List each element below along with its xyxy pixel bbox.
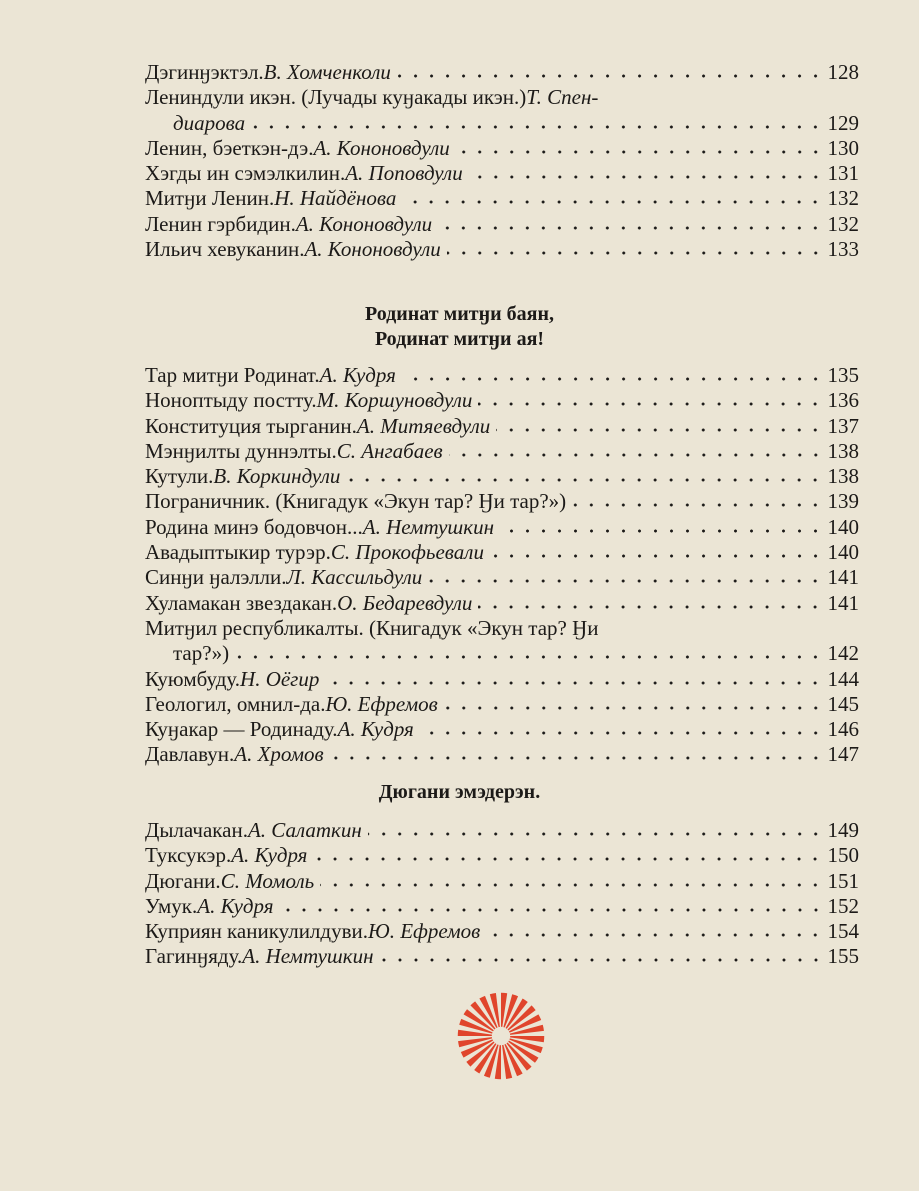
entry-author: А. Салаткин — [247, 818, 362, 842]
entry-page-number: 132 — [827, 211, 859, 236]
toc-entry-line — [145, 85, 859, 110]
entry-author: Ю. Ефремов — [368, 919, 481, 944]
entry-title: Митӈи Ленин. — [145, 186, 275, 211]
toc-entry — [145, 894, 859, 919]
entry-author: А. Митяевдули — [356, 413, 491, 438]
toc-entry — [145, 869, 859, 894]
toc-entry — [145, 363, 859, 388]
toc-entry — [145, 464, 859, 489]
entry-title: Умук. — [145, 893, 198, 918]
entry-title: Ноноптыду постту. — [145, 388, 317, 413]
dot-leader — [572, 502, 823, 508]
entry-author: А. Кудря — [231, 843, 308, 868]
entry-page-number: 140 — [827, 514, 859, 539]
entry-page-number: 141 — [827, 590, 859, 615]
entry-title: Мэнӈилты дуннэлты. — [145, 438, 337, 463]
entry-page-number: 155 — [827, 944, 859, 969]
entry-author: А. Кононовдули — [313, 135, 450, 160]
dot-leader — [402, 199, 823, 205]
entry-page-number: 150 — [827, 843, 859, 868]
dot-leader — [397, 73, 824, 79]
dot-leader — [280, 907, 824, 913]
entry-title: Тар митӈи Родинат. — [145, 363, 320, 387]
entry-author: А. Хромов — [234, 742, 324, 767]
entry-author: А. Кудря — [337, 717, 414, 742]
dot-leader — [456, 149, 824, 155]
sunburst-emblem-icon — [455, 990, 547, 1082]
toc-entry-line — [145, 616, 859, 641]
toc-entry — [145, 944, 859, 969]
entry-title: Дылачакан. — [145, 818, 248, 842]
entry-page-number: 139 — [827, 489, 859, 514]
entry-page-number: 146 — [827, 717, 859, 742]
entry-author: А. Немтушкин — [362, 514, 494, 539]
entry-title: Авадыптыкир турэр. — [145, 540, 331, 565]
toc-entry — [145, 540, 859, 565]
dot-leader — [251, 124, 823, 130]
entry-author: А. Поповдули — [345, 161, 463, 186]
dot-leader — [478, 401, 823, 407]
dot-leader — [402, 376, 824, 382]
dot-leader — [444, 705, 824, 711]
toc-entry — [145, 717, 859, 742]
dot-leader — [500, 528, 824, 534]
toc-entry — [145, 439, 859, 464]
toc-section-rodinat — [145, 363, 859, 768]
entry-author: М. Коршуновдули — [316, 388, 473, 413]
entry-page-number: 138 — [827, 464, 859, 489]
entry-title: Конституция тырганин. — [145, 413, 357, 438]
dot-leader — [330, 755, 824, 761]
entry-author: А. Кудря — [319, 363, 396, 387]
entry-page-number: 152 — [827, 893, 859, 918]
entry-author: С. Прокофьевали — [330, 540, 484, 565]
toc-entry — [145, 667, 859, 692]
entry-title: Ленин, бэеткэн-дэ. — [145, 135, 314, 160]
entry-title: Давлавун. — [145, 742, 235, 767]
entry-title: Родина минэ бодовчон... — [145, 514, 363, 539]
entry-page-number: 142 — [827, 641, 859, 666]
entry-author: С. Ангабаев — [336, 438, 443, 463]
entry-title: Митӈил республикалты. (Книгадук «Экун тар? Ӈи — [145, 615, 599, 640]
toc-entry — [145, 161, 859, 186]
section-heading-rodinat-1: Родинат митӈи баян, — [365, 303, 554, 325]
dot-leader — [490, 553, 824, 559]
dot-leader — [428, 578, 823, 584]
dot-leader — [486, 932, 823, 938]
toc-entry — [145, 60, 859, 85]
entry-title: Кутули. — [145, 464, 214, 489]
entry-page-number: 130 — [827, 135, 859, 160]
entry-author: А. Кудря — [197, 893, 274, 918]
entry-page-number: 136 — [827, 388, 859, 413]
dot-leader — [438, 225, 823, 231]
entry-page-number: 135 — [827, 363, 859, 387]
dot-leader — [346, 477, 823, 483]
toc-entry — [145, 111, 859, 136]
toc-entry — [145, 414, 859, 439]
dot-leader — [325, 680, 823, 686]
toc-entry — [145, 641, 859, 666]
entry-page-number: 133 — [827, 237, 859, 262]
dot-leader — [313, 856, 823, 862]
toc-entry — [145, 515, 859, 540]
toc-section-dyugani — [145, 818, 859, 970]
entry-author: Л. Кассильдули — [286, 565, 423, 590]
dot-leader — [449, 452, 824, 458]
entry-page-number: 131 — [827, 161, 859, 186]
dot-leader — [496, 427, 823, 433]
entry-page-number: 128 — [827, 60, 859, 84]
entry-author: О. Бедаревдули — [337, 590, 473, 615]
section-heading-dyugani: Дюгани эмэдерэн. — [378, 781, 541, 803]
toc-entry — [145, 388, 859, 413]
toc-entry — [145, 212, 859, 237]
entry-author: Н. Оёгир — [240, 666, 320, 691]
toc-entry — [145, 919, 859, 944]
entry-title: Дэгинӈэктэл. — [145, 60, 264, 84]
entry-title: Синӈи ӈалэлли. — [145, 565, 287, 590]
entry-title: Куӈакар — Родинаду. — [145, 717, 338, 742]
entry-author: В. Коркиндули — [213, 464, 341, 489]
toc-entry — [145, 742, 859, 767]
entry-page-number: 144 — [827, 666, 859, 691]
toc-entry — [145, 237, 859, 262]
dot-leader — [447, 250, 824, 256]
entry-title: тар?») — [173, 641, 230, 666]
dot-leader — [469, 174, 824, 180]
toc-entry — [145, 843, 859, 868]
dot-leader — [320, 882, 823, 888]
entry-title: Ильич хевуканин. — [145, 237, 305, 262]
entry-title: Лениндули икэн. (Лучады куӈакады икэн.) — [145, 85, 527, 110]
dot-leader — [380, 957, 824, 963]
entry-author: А. Немтушкин — [242, 944, 374, 969]
entry-page-number: 151 — [827, 868, 859, 893]
entry-author: В. Хомченколи — [263, 60, 391, 84]
toc-entry — [145, 489, 859, 514]
entry-title: Туксукэр. — [145, 843, 232, 868]
entry-page-number: 137 — [827, 413, 859, 438]
entry-title: Куприян каникулилдуви. — [145, 919, 369, 944]
toc-entry — [145, 818, 859, 843]
toc-entry — [145, 692, 859, 717]
entry-page-number: 145 — [827, 691, 859, 716]
section-heading-rodinat-2: Родинат митӈи ая! — [374, 328, 545, 350]
dot-leader — [420, 730, 824, 736]
toc-entry — [145, 136, 859, 161]
toc-section-lenin — [145, 60, 859, 262]
entry-author: диарова — [173, 110, 246, 135]
entry-page-number: 149 — [827, 818, 859, 842]
entry-page-number: 154 — [827, 919, 859, 944]
toc-entry — [145, 186, 859, 211]
toc-entry — [145, 591, 859, 616]
entry-title: Хуламакан звездакан. — [145, 590, 338, 615]
entry-title: Геологил, омнил-да. — [145, 691, 326, 716]
entry-author: Ю. Ефремов — [325, 691, 438, 716]
entry-author: С. Момоль — [220, 868, 315, 893]
entry-page-number: 147 — [827, 742, 859, 767]
entry-title: Ленин гэрбидин. — [145, 211, 296, 236]
entry-title: Пограничник. (Книгадук «Экун тар? Ӈи тар?») — [145, 489, 567, 514]
entry-page-number: 141 — [827, 565, 859, 590]
entry-title: Куюмбуду. — [145, 666, 241, 691]
dot-leader — [368, 831, 824, 837]
entry-page-number: 140 — [827, 540, 859, 565]
entry-author: Н. Найдёнова — [274, 186, 397, 211]
dot-leader — [235, 654, 823, 660]
entry-title: Хэгды ин сэмэлкилин. — [145, 161, 346, 186]
entry-page-number: 132 — [827, 186, 859, 211]
entry-page-number: 138 — [827, 438, 859, 463]
entry-author: А. Кононовдули — [295, 211, 433, 236]
toc-entry — [145, 565, 859, 590]
entry-page-number: 129 — [827, 110, 859, 135]
dot-leader — [478, 604, 823, 610]
entry-author: А. Кононовдули — [304, 237, 441, 262]
entry-title: Гагинӈяду. — [145, 944, 243, 969]
entry-title: Дюгани. — [145, 868, 221, 893]
entry-author: Т. Спен- — [526, 85, 599, 110]
